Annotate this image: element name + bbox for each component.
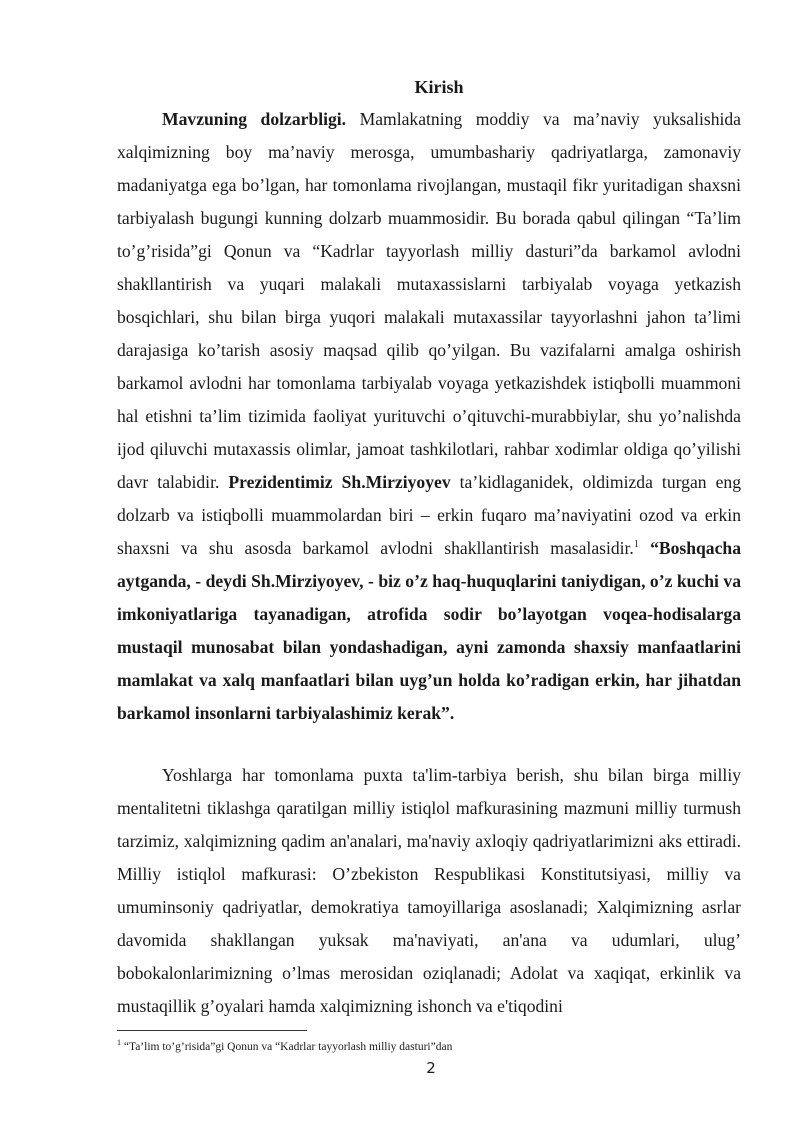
paragraph-ideology: Yoshlarga har tomonlama puxta ta'lim-tarbiya berish, shu bilan birga milliy mentalitetni tiklashga qaratilgan milliy istiqlol mafkurasining mazmuni milliy turmush tarzimiz, xalqimizning qadim an'analari, ma'naviy axloqiy qadriyatlarimizni aks ettiradi. Milliy istiqlol mafkurasi: O’zbekiston Respublikasi Konstitutsiyasi, milliy va umuminsoniy qadriyatlar, demokratiya tamoyillariga asoslanadi; Xalqimizning asrlar davomida shakllangan yuksak ma'naviyati, an'ana va udumlari, ulug’ bobokalonlarimizning o’lmas merosidan oziqlanadi; Adolat va xaqiqat, erkinlik va mustaqillik g’oyalari hamda xalqimizning ishonch va e'tiqodini xyxy=(117,765,741,1016)
president-quote: “Boshqacha aytganda, - deydi Sh.Mirziyoyev, - biz o’z haq-huquqlarini taniydigan, o’z kuchi va imkoniyatlariga tayanadigan, atrofida sodir bo’layotgan voqea-hodisalarga mustaqil munosabat bilan yondashadigan, ayni zamonda shaxsiy manfaatlarini mamlakat va xalq manfaatlari bilan uyg’un holda ko’radigan erkin, har jihatdan barkamol insonlarni tarbiyalashimiz kerak”. xyxy=(117,538,741,723)
footnote-text: “Ta’lim to’g’risida”gi Qonun va “Kadrlar tayyorlash milliy dasturi”dan xyxy=(121,1041,453,1053)
footnote-separator xyxy=(117,1030,307,1031)
footnote-mark: 1 xyxy=(117,1038,121,1048)
president-name: Prezidentimiz Sh.Mirziyoyev xyxy=(228,472,451,492)
relevance-text-b: ta’kidlaganidek, oldimizda turgan eng dolzarb va istiqbolli muammolardan biri – erkin fuqaro ma’naviyatini ozod va erkin shaxsni va shu asosda barkamol avlodni shakllantirish masalasidir. xyxy=(117,472,741,558)
page-number: 2 xyxy=(426,1059,436,1077)
footnote xyxy=(117,1040,741,1054)
relevance-text-a: Mamlakatning moddiy va ma’naviy yuksalishida xalqimizning boy ma’naviy merosga, umumbashariy qadriyatlarga, zamonaviy madaniyatga ega bo’lgan, har tomonlama rivojlangan, mustaqil fikr yuritadigan shaxsni tarbiyalash bugungi kunning dolzarb muammosidir. Bu borada qabul qilingan “Ta’lim to’g’risida”gi Qonun va “Kadrlar tayyorlash milliy dasturi”da barkamol avlodni shakllantirish va yuqari malakali mutaxassislarni tarbiyalab voyaga yetkazish bosqichlari, shu bilan birga yuqori malakali mutaxassilar tayyorlashni jahon ta’limi darajasiga ko’tarish asosiy maqsad qilib qo’yilgan. Bu vazifalarni amalga oshirish barkamol avlodni har tomonlama tarbiyalab voyaga yetkazishdek istiqbolli muammoni hal etishni ta’lim tizimida faoliyat yurituvchi o’qituvchi-murabbiylar, shu yo’nalishda ijod qiluvchi mutaxassis olimlar, jamoat tashkilotlari, rahbar xodimlar oldiga qo’yilishi davr talabidir. xyxy=(117,109,741,492)
paragraph-relevance xyxy=(117,103,741,730)
section-heading: Kirish xyxy=(414,77,464,97)
relevance-lead: Mavzuning dolzarbligi. xyxy=(162,109,347,129)
footnote-reference[interactable]: 1 xyxy=(633,539,639,551)
